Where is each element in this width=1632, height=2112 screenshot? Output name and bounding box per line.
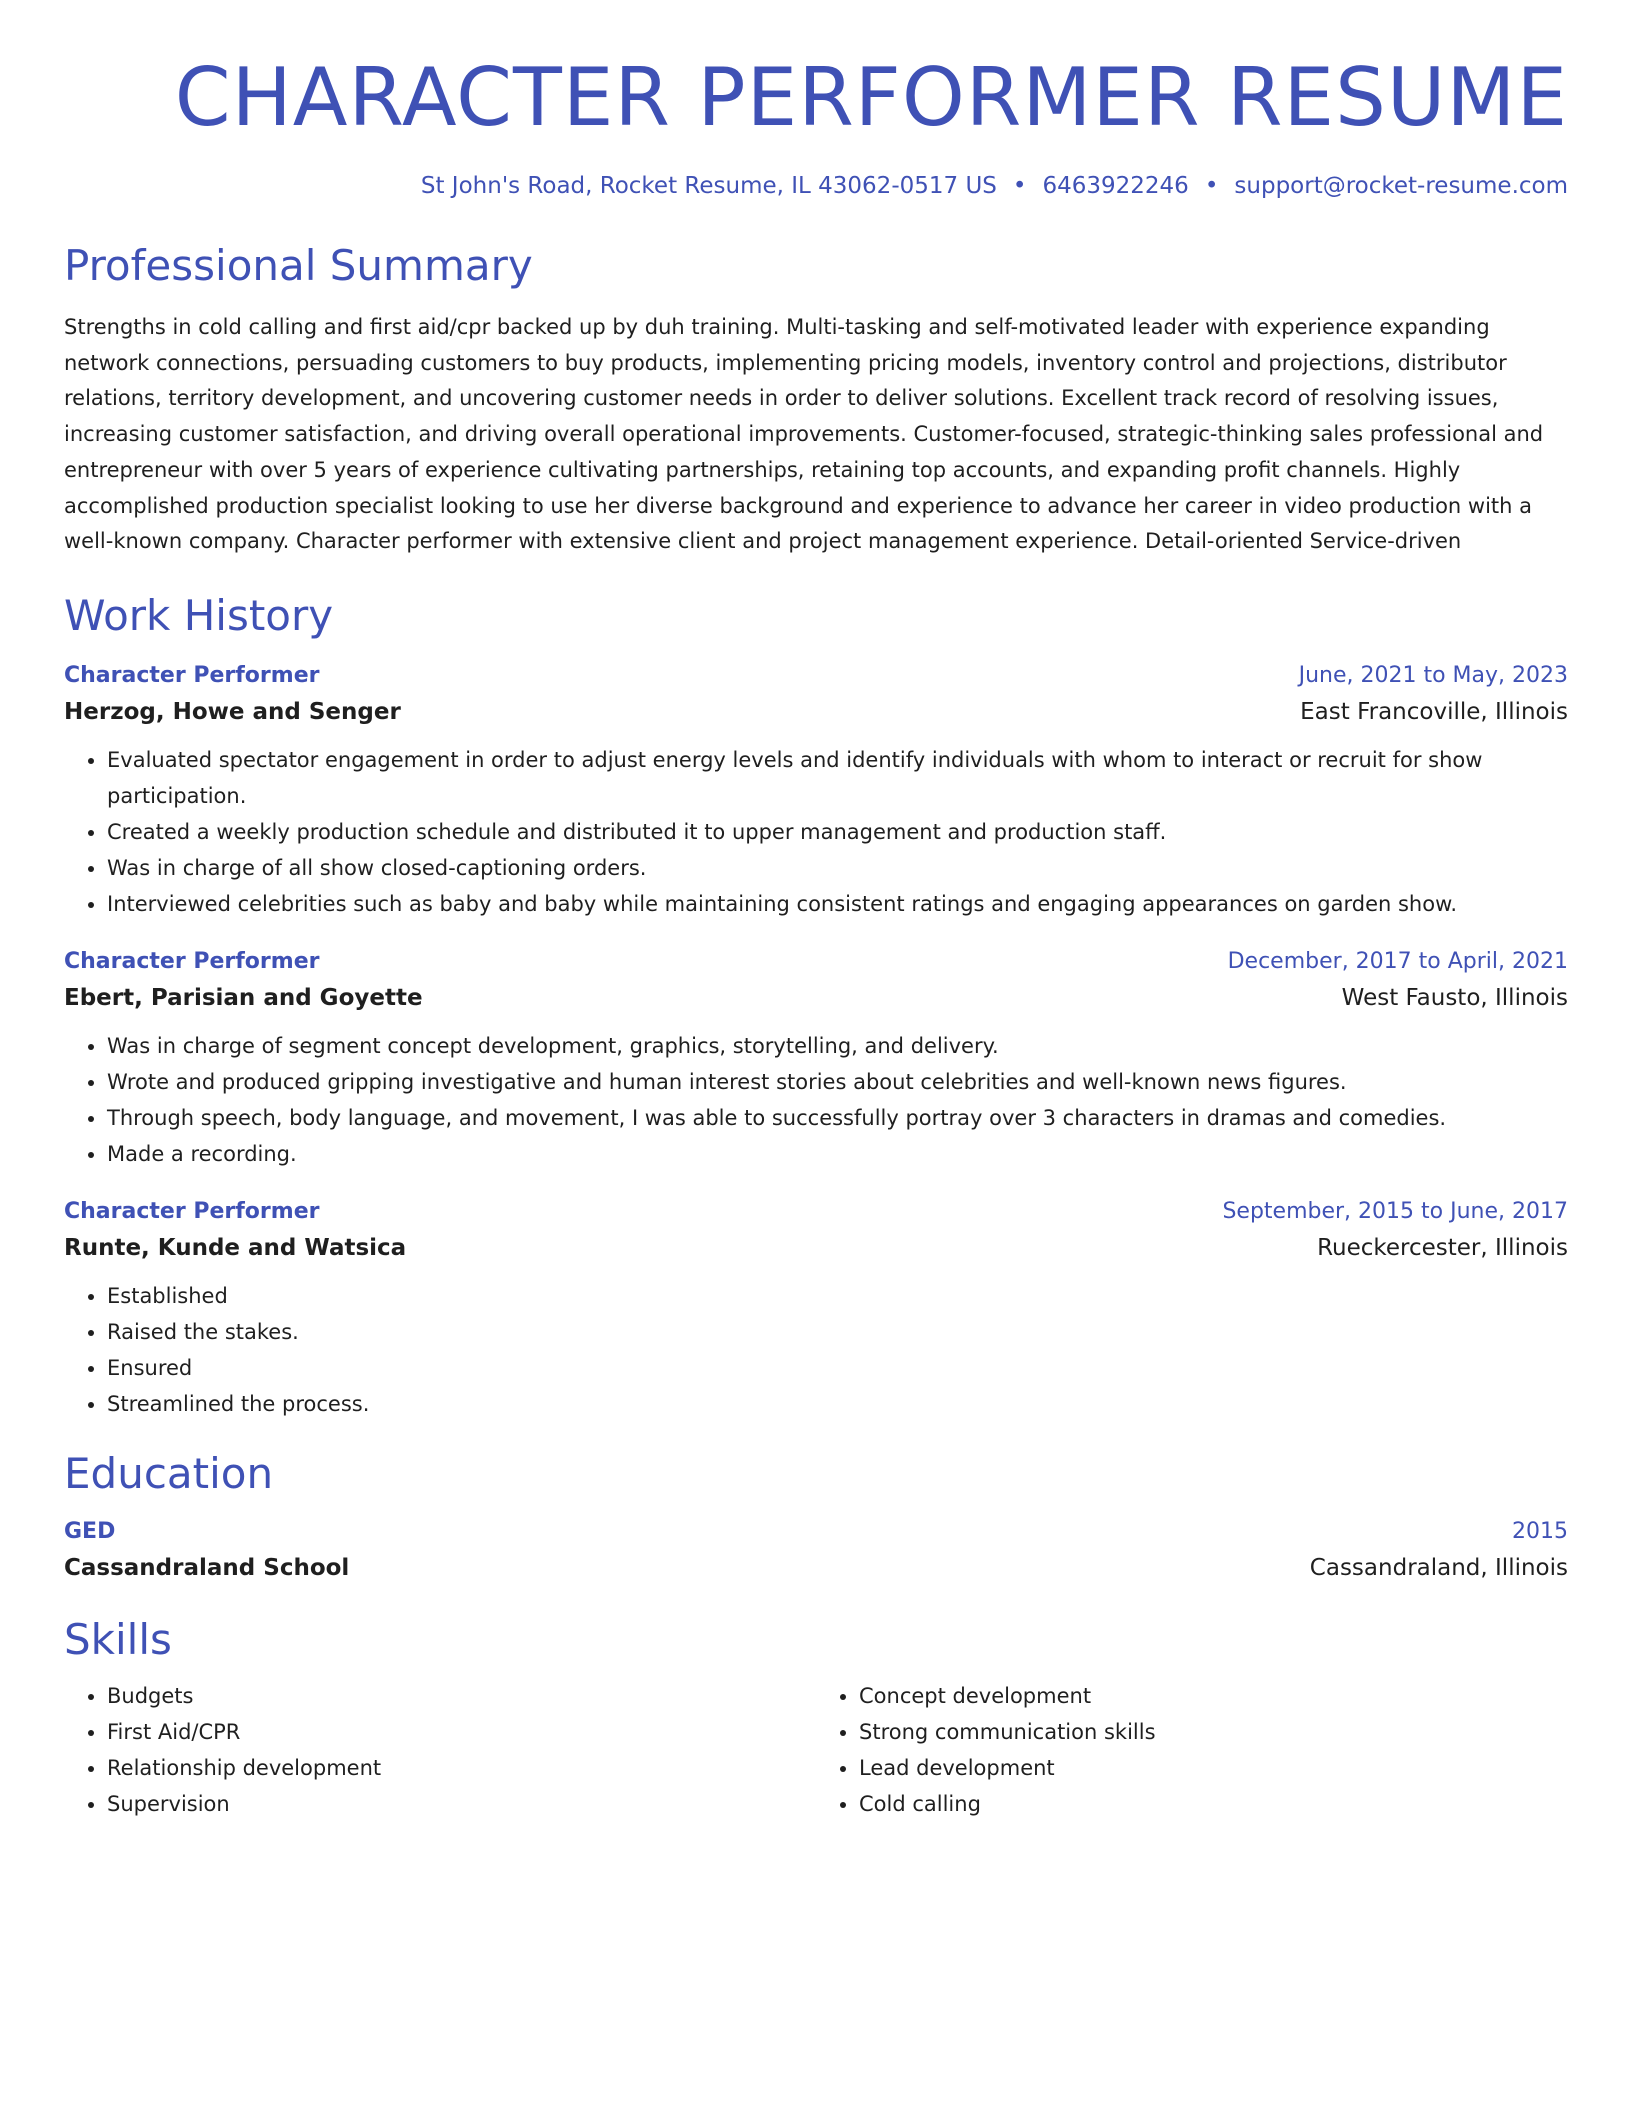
education-degree: GED bbox=[64, 1518, 116, 1544]
job-title: Character Performer bbox=[64, 948, 320, 974]
skills-grid bbox=[64, 1678, 1568, 1822]
job-bullet: • Established bbox=[107, 1278, 1568, 1314]
job-company-row bbox=[64, 692, 1568, 732]
skill-item: • Strong communication skills bbox=[859, 1714, 1568, 1750]
job-bullets bbox=[64, 742, 1568, 922]
contact-separator: • bbox=[1204, 173, 1219, 199]
summary-text: Strengths in cold calling and first aid/cpr backed up by duh training. Multi-tasking and self-motivated leader with experience expanding network connections, persuading customers to buy products, implementing pricing models, inventory control and projections, distributor relations, territory development, and uncovering customer needs in order to deliver solutions. Excellent track record of resolving issues, increasing customer satisfaction, and driving overall operational improvements. Customer-focused, strategic-thinking sales professional and entrepreneur with over 5 years of experience cultivating partnerships, retaining top accounts, and expanding profit channels. Highly accomplished production specialist looking to use her diverse background and experience to advance her career in video production with a well-known company. Character performer with extensive client and project management experience. Detail-oriented Service-driven bbox=[64, 315, 1544, 554]
education-entry bbox=[64, 1516, 1568, 1588]
skill-item: • First Aid/CPR bbox=[107, 1714, 816, 1750]
job-company-row bbox=[64, 978, 1568, 1018]
job-entry bbox=[64, 660, 1568, 922]
skill-item: • Supervision bbox=[107, 1786, 816, 1822]
job-dates: September, 2015 to June, 2017 bbox=[1222, 1198, 1568, 1224]
job-title: Character Performer bbox=[64, 662, 320, 688]
job-title: Character Performer bbox=[64, 1198, 320, 1224]
job-title-row bbox=[64, 946, 1568, 978]
skill-item: • Relationship development bbox=[107, 1750, 816, 1786]
contact-address: St John's Road, Rocket Resume, IL 43062-0517 US bbox=[420, 173, 997, 199]
job-bullet: • Raised the stakes. bbox=[107, 1314, 1568, 1350]
education-location: Cassandraland, Illinois bbox=[1309, 1554, 1568, 1581]
job-dates: December, 2017 to April, 2021 bbox=[1227, 948, 1568, 974]
job-title-row bbox=[64, 1196, 1568, 1228]
job-bullet: • Through speech, body language, and movement, I was able to successfully portray over 3 characters in dramas and comedies. bbox=[107, 1100, 1568, 1136]
job-bullet: • Streamlined the process. bbox=[107, 1386, 1568, 1422]
resume-title: CHARACTER PERFORMER RESUME bbox=[174, 51, 1568, 144]
job-company: Runte, Kunde and Watsica bbox=[64, 1234, 407, 1261]
contact-email: support@rocket-resume.com bbox=[1234, 173, 1568, 199]
summary-heading: Professional Summary bbox=[64, 241, 533, 290]
contact-separator: • bbox=[1012, 173, 1027, 199]
job-location: West Fausto, Illinois bbox=[1341, 984, 1568, 1011]
skill-item: • Cold calling bbox=[859, 1786, 1568, 1822]
education-degree-row bbox=[64, 1516, 1568, 1548]
job-bullet: • Interviewed celebrities such as baby and baby while maintaining consistent ratings and engaging appearances on garden show. bbox=[107, 886, 1568, 922]
skill-item: • Budgets bbox=[107, 1678, 816, 1714]
job-bullet: • Was in charge of all show closed-captioning orders. bbox=[107, 850, 1568, 886]
work-history-heading: Work History bbox=[64, 590, 334, 640]
job-bullets bbox=[64, 1278, 1568, 1422]
education-school: Cassandraland School bbox=[64, 1554, 350, 1581]
job-bullet: • Wrote and produced gripping investigative and human interest stories about celebrities and well-known news figures. bbox=[107, 1064, 1568, 1100]
job-location: East Francoville, Illinois bbox=[1300, 698, 1568, 725]
job-bullets bbox=[64, 1028, 1568, 1172]
contact-phone: 6463922246 bbox=[1042, 173, 1189, 199]
job-entry bbox=[64, 946, 1568, 1172]
job-location: Rueckercester, Illinois bbox=[1317, 1234, 1568, 1261]
job-bullet: • Evaluated spectator engagement in order to adjust energy levels and identify individuals with whom to interact or recruit for show participation. bbox=[107, 742, 1568, 814]
skills-heading: Skills bbox=[64, 1614, 172, 1664]
job-bullet: • Ensured bbox=[107, 1350, 1568, 1386]
education-year: 2015 bbox=[1512, 1518, 1568, 1544]
job-bullet: • Was in charge of segment concept development, graphics, storytelling, and delivery. bbox=[107, 1028, 1568, 1064]
job-title-row bbox=[64, 660, 1568, 692]
job-company: Herzog, Howe and Senger bbox=[64, 698, 401, 725]
skill-item: • Concept development bbox=[859, 1678, 1568, 1714]
job-bullet: • Made a recording. bbox=[107, 1136, 1568, 1172]
job-company-row bbox=[64, 1228, 1568, 1268]
skills-column-right bbox=[816, 1678, 1568, 1822]
skill-item: • Lead development bbox=[859, 1750, 1568, 1786]
job-dates: June, 2021 to May, 2023 bbox=[1298, 662, 1568, 688]
contact-line bbox=[64, 170, 1568, 202]
job-bullet: • Created a weekly production schedule and distributed it to upper management and production staff. bbox=[107, 814, 1568, 850]
education-school-row bbox=[64, 1548, 1568, 1588]
job-entry bbox=[64, 1196, 1568, 1422]
education-heading: Education bbox=[64, 1448, 274, 1498]
skills-column-left bbox=[64, 1678, 816, 1822]
job-company: Ebert, Parisian and Goyette bbox=[64, 984, 423, 1011]
